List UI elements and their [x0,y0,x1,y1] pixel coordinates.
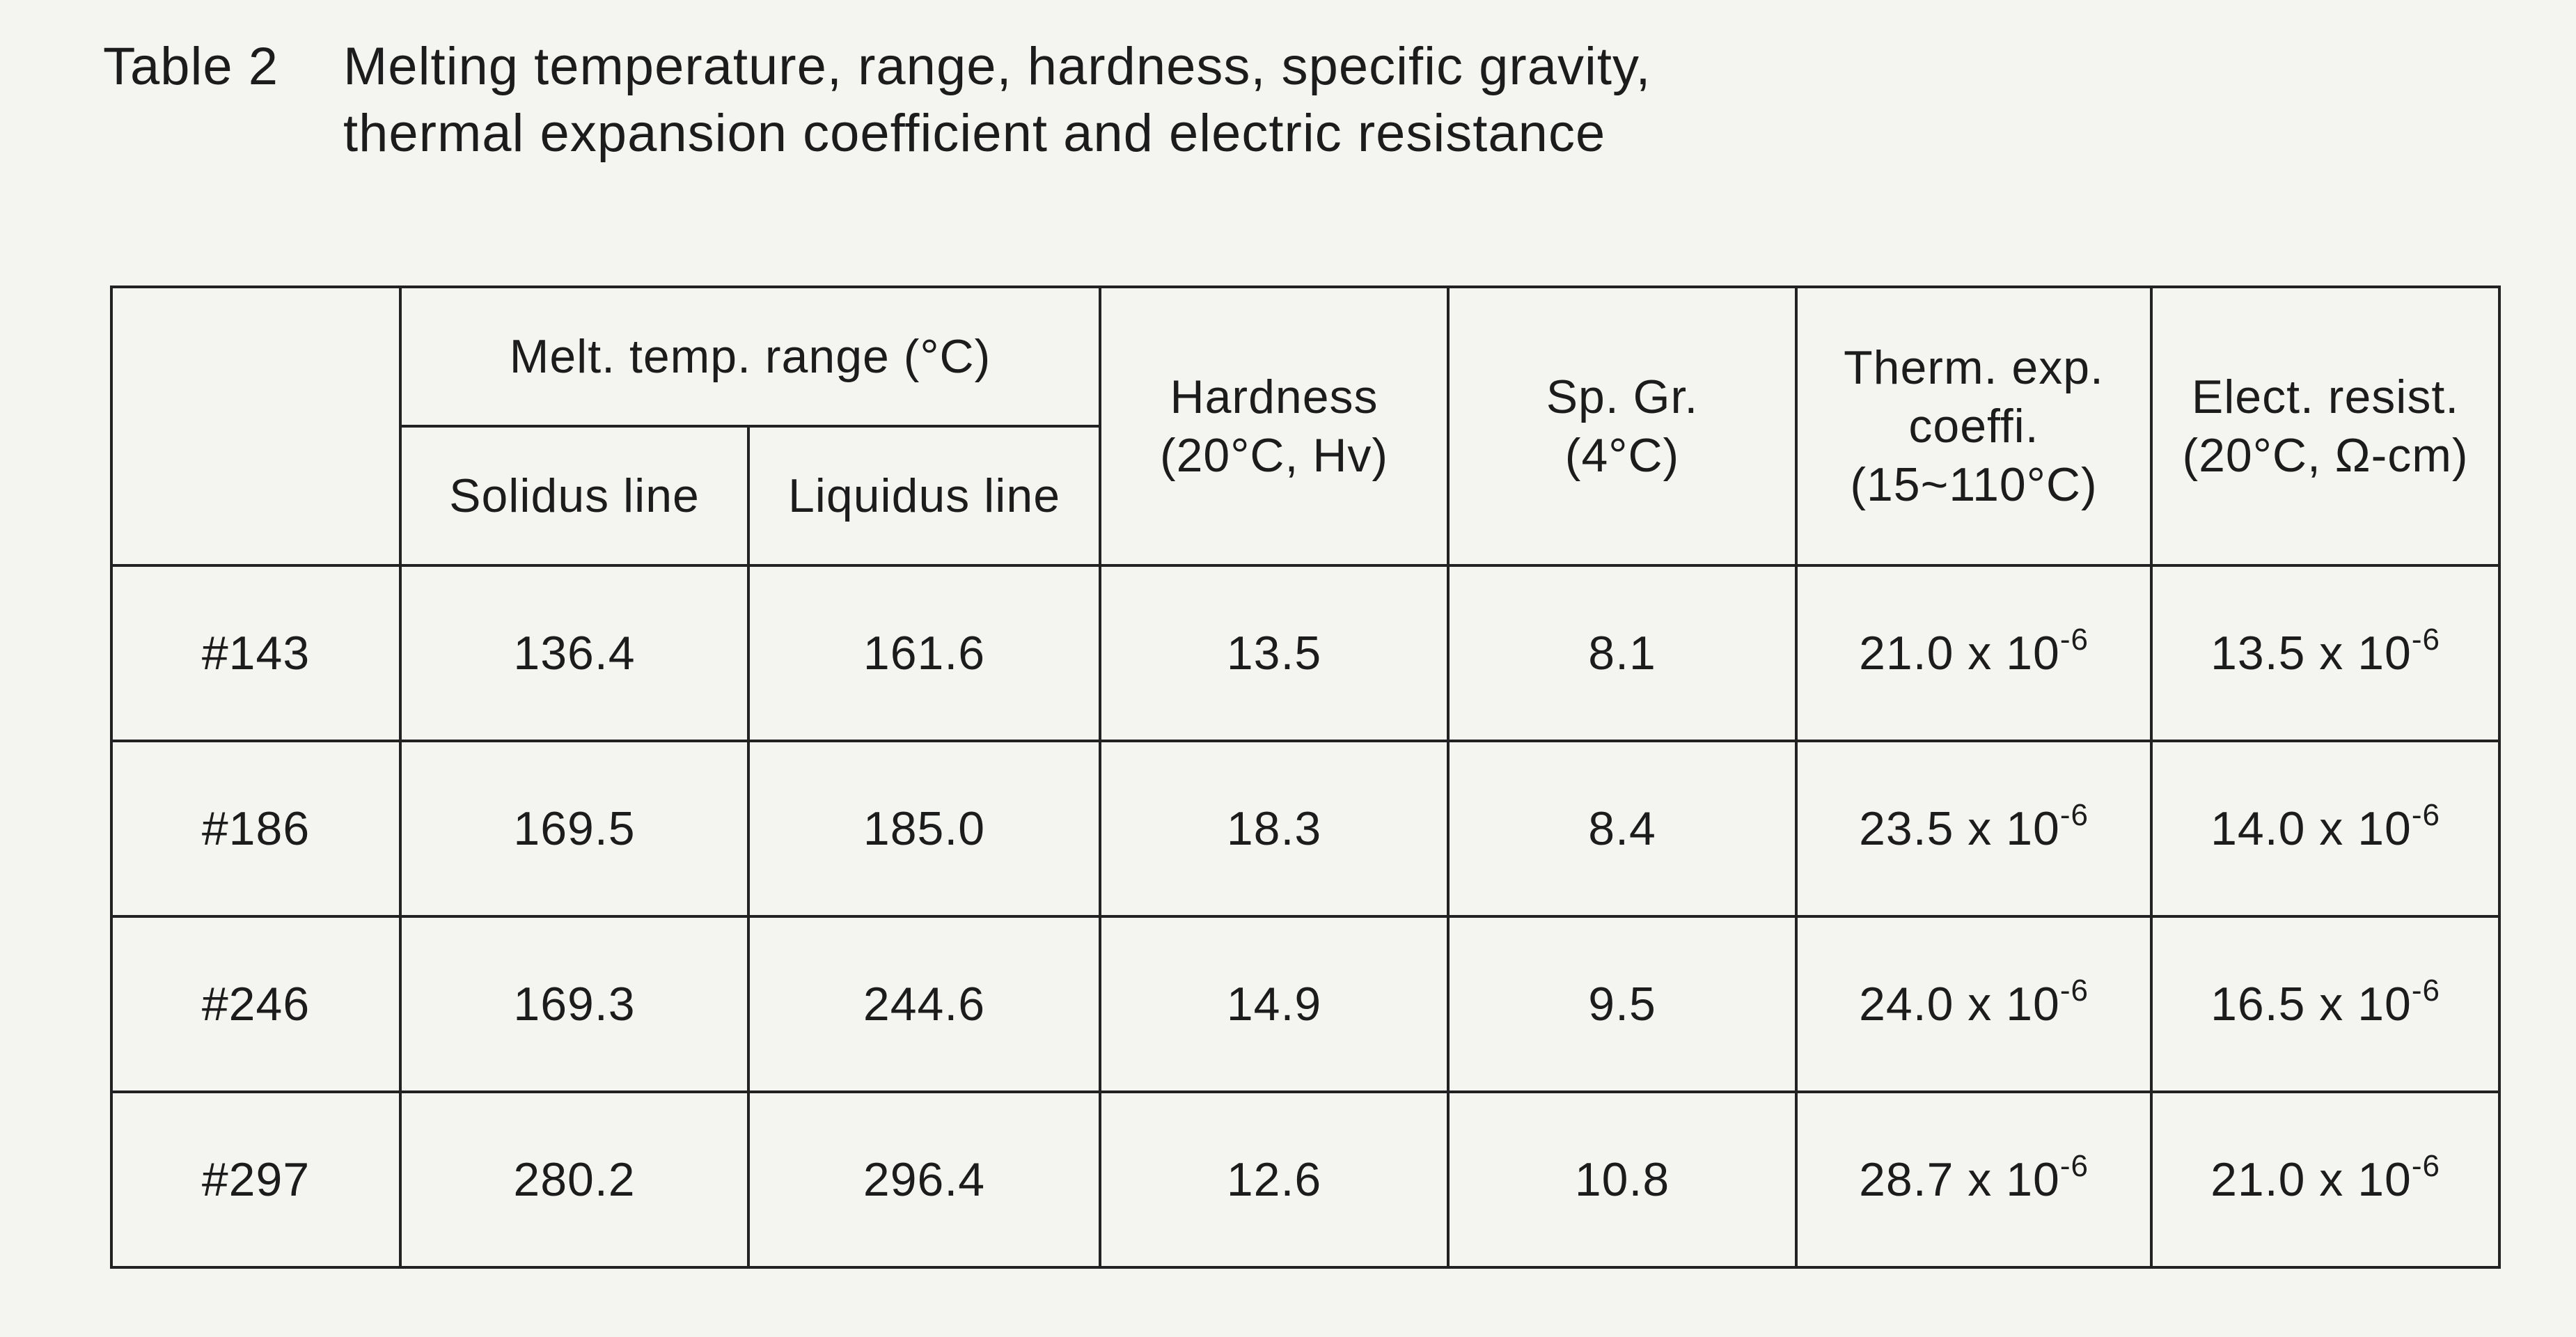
header-specific-gravity: Sp. Gr. (4°C) [1448,287,1796,565]
header-melt-temp-range [400,287,1100,426]
exponent: -6 [2411,1149,2440,1183]
cell-specific-gravity: 10.8 [1448,1092,1796,1267]
cell-specific-gravity: 9.5 [1448,916,1796,1092]
caption-line-2 [103,100,1651,167]
cell-sample-id: #297 [111,1092,400,1267]
caption-title-line-1: Melting temperature, range, hardness, specific gravity, [343,37,1651,96]
header-row-1 [111,287,2499,426]
exponent: -6 [2059,623,2089,657]
cell-sample-id: #246 [111,916,400,1092]
cell-thermal-expansion: 23.5 x $10^{-6}$ [1796,741,2151,916]
cell-hardness: 13.5 [1100,565,1448,741]
exponent: -6 [2059,798,2089,832]
cell-specific-gravity: 8.1 [1448,565,1796,741]
cell-solidus: 169.5 [400,741,748,916]
properties-table [110,286,2501,1269]
cell-hardness: 12.6 [1100,1092,1448,1267]
exponent: -6 [2411,798,2440,832]
exponent: -6 [2411,974,2440,1008]
header-liquidus-line: Liquidus line [748,426,1100,565]
cell-liquidus: 161.6 [748,565,1100,741]
cell-solidus: 169.3 [400,916,748,1092]
header-sample-corner [111,287,400,565]
table-row [111,1092,2499,1267]
cell-liquidus: 296.4 [748,1092,1100,1267]
cell-sample-id: #143 [111,565,400,741]
cell-hardness: 14.9 [1100,916,1448,1092]
exponent: -6 [2059,974,2089,1008]
header-melt-temp-range-label: Melt. temp. range (°C) [509,330,991,383]
caption-line-1 [103,33,1651,100]
table-row [111,565,2499,741]
cell-sample-id: #186 [111,741,400,916]
header-thermal-expansion: Therm. exp. coeffi. (15~110°C) [1796,287,2151,565]
table-row [111,741,2499,916]
cell-specific-gravity: 8.4 [1448,741,1796,916]
header-solidus-line: Solidus line [400,426,748,565]
cell-hardness: 18.3 [1100,741,1448,916]
cell-thermal-expansion: 28.7 x $10^{-6}$ [1796,1092,2151,1267]
cell-electric-resistance: 21.0 x $10^{-6}$ [2151,1092,2499,1267]
cell-liquidus: 185.0 [748,741,1100,916]
cell-electric-resistance: 16.5 x $10^{-6}$ [2151,916,2499,1092]
cell-solidus: 280.2 [400,1092,748,1267]
exponent: -6 [2411,623,2440,657]
table-row [111,916,2499,1092]
table-caption [103,33,1651,167]
cell-liquidus: 244.6 [748,916,1100,1092]
header-electric-resistance: Elect. resist. (20°C, Ω-cm) [2151,287,2499,565]
header-hardness: Hardness (20°C, Hv) [1100,287,1448,565]
cell-solidus: 136.4 [400,565,748,741]
exponent: -6 [2059,1149,2089,1183]
cell-electric-resistance: 13.5 x $10^{-6}$ [2151,565,2499,741]
cell-electric-resistance: 14.0 x $10^{-6}$ [2151,741,2499,916]
cell-thermal-expansion: 24.0 x $10^{-6}$ [1796,916,2151,1092]
cell-thermal-expansion: 21.0 x $10^{-6}$ [1796,565,2151,741]
caption-label: Table 2 [103,37,279,96]
caption-title-line-2: thermal expansion coefficient and electric resistance [343,104,1606,163]
